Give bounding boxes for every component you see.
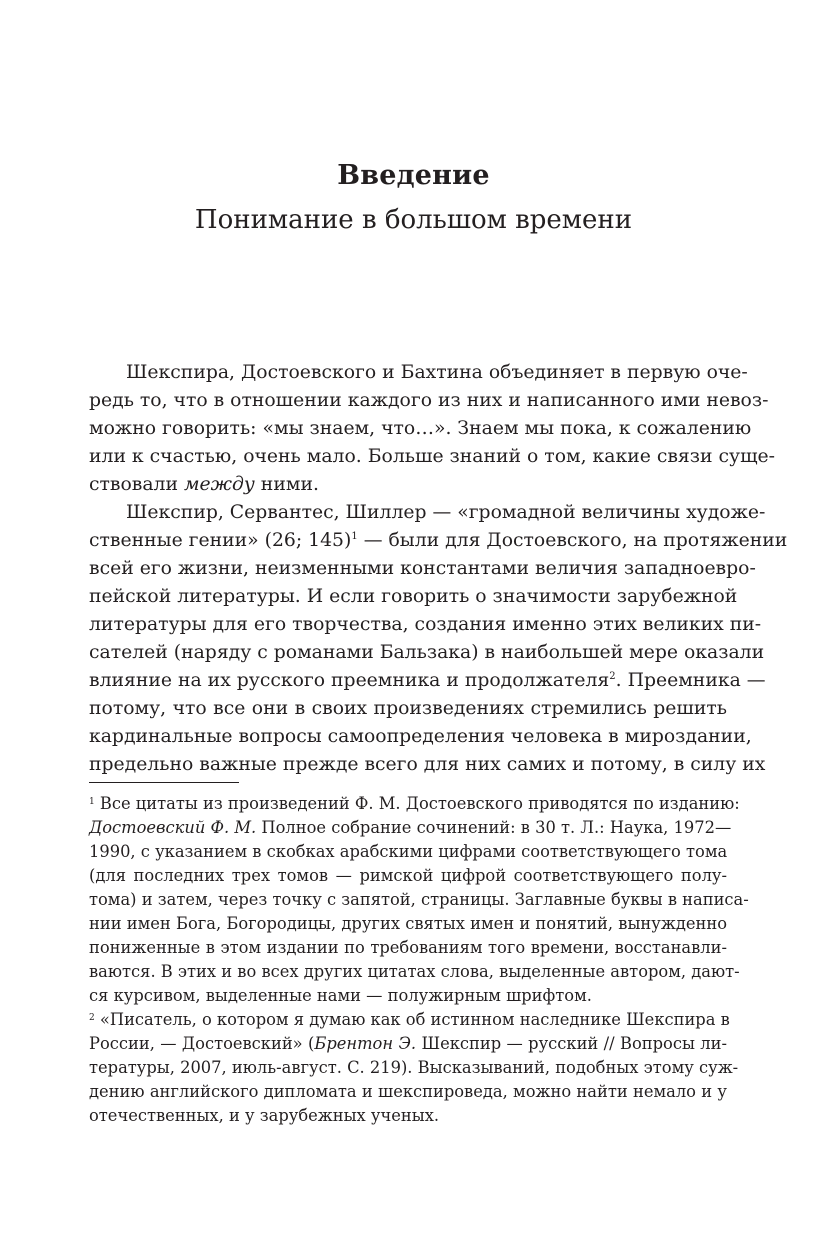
footnote-line: 1990, с указанием в скобках арабскими цифрами соответствующего тома xyxy=(89,842,728,861)
chapter-title: Введение xyxy=(337,160,490,191)
footnote-line: $^1$ Все цитаты из произведений Ф. М. Достоевского приводятся по изданию: xyxy=(89,794,740,813)
footnote-line: ваются. В этих и во всех других цитатах слова, выделенные автором, дают- xyxy=(89,962,740,981)
body-line: ственные гении» (26; 145)$^1$ — были для Достоевского, на протяжении xyxy=(89,530,788,551)
footnote-line: Достоевский Ф. М. Полное собрание сочинений: в 30 т. Л.: Наука, 1972— xyxy=(89,818,732,837)
body-line: редь то, что в отношении каждого из них и написанного ими невоз- xyxy=(89,390,769,411)
chapter-subtitle: Понимание в большом времени xyxy=(194,205,633,235)
body-line: Шекспира, Достоевского и Бахтина объединяет в первую оче- xyxy=(126,362,748,383)
body-line: литературы для его творчества, создания именно этих великих пи- xyxy=(89,614,762,635)
footnote-line: отечественных, и у зарубежных ученых. xyxy=(89,1106,440,1125)
body-line: кардинальные вопросы самоопределения человека в мироздании, xyxy=(89,726,752,747)
footnote-ref-1: 1 xyxy=(351,531,358,542)
body-line: предельно важные прежде всего для них самих и потому, в силу их xyxy=(89,754,766,775)
body-line: можно говорить: «мы знаем, что…». Знаем мы пока, к сожалению xyxy=(89,418,752,439)
body-line: Шекспир, Сервантес, Шиллер — «громадной величины художе- xyxy=(126,502,766,523)
footnote-line: пониженные в этом издании по требованиям того времени, восстанавли- xyxy=(89,938,727,957)
footnote-line: дению английского дипломата и шекспироведа, можно найти немало и у xyxy=(89,1082,727,1101)
footnote-marker-2: 2 xyxy=(89,1013,95,1023)
italic-author: Брентон Э. xyxy=(314,1034,417,1053)
footnote-line: России, — Достоевский» (Брентон Э. Шекспир — русский // Вопросы ли- xyxy=(89,1034,727,1053)
body-line: всей его жизни, неизменными константами величия западноевро- xyxy=(89,558,756,579)
body-line: сателей (наряду с романами Бальзака) в наибольшей мере оказали xyxy=(89,642,765,663)
italic-emphasis: между xyxy=(183,474,255,495)
footnote-line: тома) и затем, через точку с запятой, страницы. Заглавные буквы в написа- xyxy=(89,890,749,909)
footnote-line: $^2$ «Писатель, о котором я думаю как об истинном наследнике Шекспира в xyxy=(89,1010,730,1029)
footnote-line: нии имен Бога, Богородицы, других святых имен и понятий, вынужденно xyxy=(89,914,727,933)
body-line: или к счастью, очень мало. Больше знаний о том, какие связи суще- xyxy=(89,446,775,467)
footnote-marker-1: 1 xyxy=(89,797,95,807)
footnote-ref-2: 2 xyxy=(609,671,616,682)
body-line: влияние на их русского преемника и продолжателя$^2$. Преемника — xyxy=(89,670,766,691)
body-line: потому, что все они в своих произведениях стремились решить xyxy=(89,698,727,719)
footnote-line: тературы, 2007, июль-август. С. 219). Высказываний, подобных этому суж- xyxy=(89,1058,739,1077)
footnote-line: (для последних трех томов — римской цифрой соответствующего полу- xyxy=(89,866,727,885)
body-line: пейской литературы. И если говорить о значимости зарубежной xyxy=(89,586,738,607)
body-line: ствовали между ними. xyxy=(89,474,319,495)
italic-author: Достоевский Ф. М. xyxy=(89,818,257,837)
footnote-line: ся курсивом, выделенные нами — полужирным шрифтом. xyxy=(89,986,592,1005)
footnote-separator xyxy=(89,782,239,783)
